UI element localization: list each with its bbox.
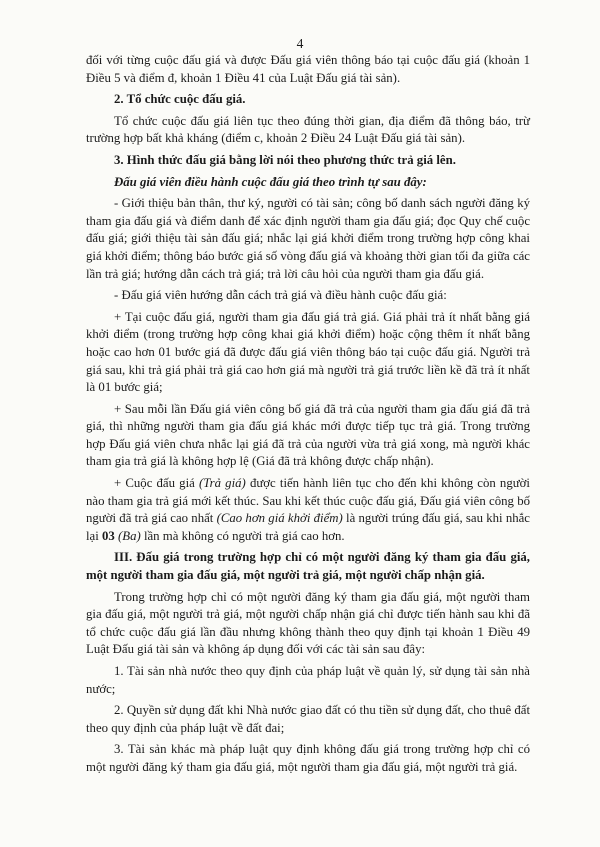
list-item-1: 1. Tài sản nhà nước theo quy định của pháp luật về quản lý, sử dụng tài sản nhà nước; <box>86 664 530 696</box>
paragraph-organize-auction: Tổ chức cuộc đấu giá liên tục theo đúng thời gian, địa điểm đã thông báo, trừ trường hợp bất khả kháng (điểm c, khoản 2 Điều 24 Luật Đấu giá tài sản). <box>86 113 530 146</box>
document-body <box>86 52 530 781</box>
subheading-auctioneer-procedure: Đấu giá viên điều hành cuộc đấu giá theo trình tự sau đây: <box>114 174 427 189</box>
text-run-italic: (Cao hơn giá khởi điểm) <box>216 511 343 526</box>
heading-oral-auction: 3. Hình thức đấu giá bằng lời nói theo phương thức trả giá lên. <box>114 152 456 167</box>
list-item-2: 2. Quyền sử dụng đất khi Nhà nước giao đất có thu tiền sử dụng đất, cho thuê đất theo quy định của pháp luật về đất đai; <box>86 703 530 735</box>
text-run-italic: (Ba) <box>118 528 141 543</box>
text-run: + Cuộc đấu giá <box>114 476 199 491</box>
text-run: lần mà không có người trả giá cao hơn. <box>140 528 345 543</box>
paragraph-introduction-step: - Giới thiệu bản thân, thư ký, người có tài sản; công bố danh sách người đăng ký tham gia đấu giá và điểm danh để xác định người tham gia đấu giá; đọc Quy chế cuộc đấu giá; giới thiệu tài sản đấu giá; nhắc lại giá khởi điểm trong trường hợp công khai giá khởi điểm; thông báo bước giá số vòng đấu giá và khoảng thời gian tối đa giữa các lần trả giá; hướng dẫn cách trả giá; trả lời câu hỏi của người tham gia đấu giá. <box>86 196 530 281</box>
heading-single-participant: III. Đấu giá trong trường hợp chỉ có một người đăng ký tham gia đấu giá, một người tham gia đấu giá, một người trả giá, một người chấp nhận giá. <box>86 550 530 583</box>
text-run-bold: 03 <box>102 528 115 543</box>
paragraph-single-participant: Trong trường hợp chỉ có một người đăng ký tham gia đấu giá, một người tham gia đấu giá, một người trả giá, một người chấp nhận giá chỉ được tiến hành sau khi đã tổ chức cuộc đấu giá lần đầu nhưng không thành theo quy định tại khoản 1 Điều 49 Luật Đấu giá tài sản và không áp dụng đối với các tài sản sau đây: <box>86 589 530 657</box>
paragraph-bidding-rule-1: + Tại cuộc đấu giá, người tham gia đấu giá trả giá. Giá phải trả ít nhất bằng giá khởi điểm (trong trường hợp công khai giá khởi điểm) hoặc cộng thêm ít nhất bằng hoặc cao hơn 01 bước giá đã được đấu giá viên thông báo tại cuộc đấu giá. Người trả giá sau, khi trả giá phải trả giá cao hơn giá mà người trả giá trước liền kề đã trả ít nhất là 01 bước giá; <box>86 309 530 395</box>
paragraph-bidding-rule-3 <box>86 475 530 545</box>
text-run: là người trúng đấu giá, sau khi nhắc lại <box>86 511 530 543</box>
text-run: được tiến hành liên tục cho đến khi không còn người nào tham gia trả giá mới kết thúc. Sau khi kết thúc cuộc đấu giá, Đấu giá viên công bố người đã trả giá cao nhất <box>86 476 530 526</box>
paragraph-bidding-rule-2: + Sau mỗi lần Đấu giá viên công bố giá đã trả của người tham gia đấu giá đã trả giá, thì những người tham gia đấu giá khác mới được tiếp tục trả giá. Trong trường hợp Đấu giá viên chưa nhắc lại giá đã trả của người vừa trả giá xong, mà người khác tham gia trả giá là không hợp lệ (Giá đã trả không được chấp nhận). <box>86 401 530 469</box>
heading-organize-auction: 2. Tổ chức cuộc đấu giá. <box>114 92 246 107</box>
paragraph-continuation: đối với từng cuộc đấu giá và được Đấu giá viên thông báo tại cuộc đấu giá (khoản 1 Điều 5 và điểm đ, khoản 1 Điều 41 của Luật Đấu giá tài sản). <box>86 53 530 85</box>
text-run-italic: (Trả giá) <box>198 476 246 491</box>
paragraph-bidding-guidance: - Đấu giá viên hướng dẫn cách trả giá và điều hành cuộc đấu giá: <box>114 288 447 303</box>
list-item-3: 3. Tài sản khác mà pháp luật quy định không đấu giá trong trường hợp chỉ có một người đăng ký tham gia đấu giá, một người tham gia đấu giá, một người trả giá. <box>86 742 530 774</box>
page-number: 4 <box>296 36 304 51</box>
